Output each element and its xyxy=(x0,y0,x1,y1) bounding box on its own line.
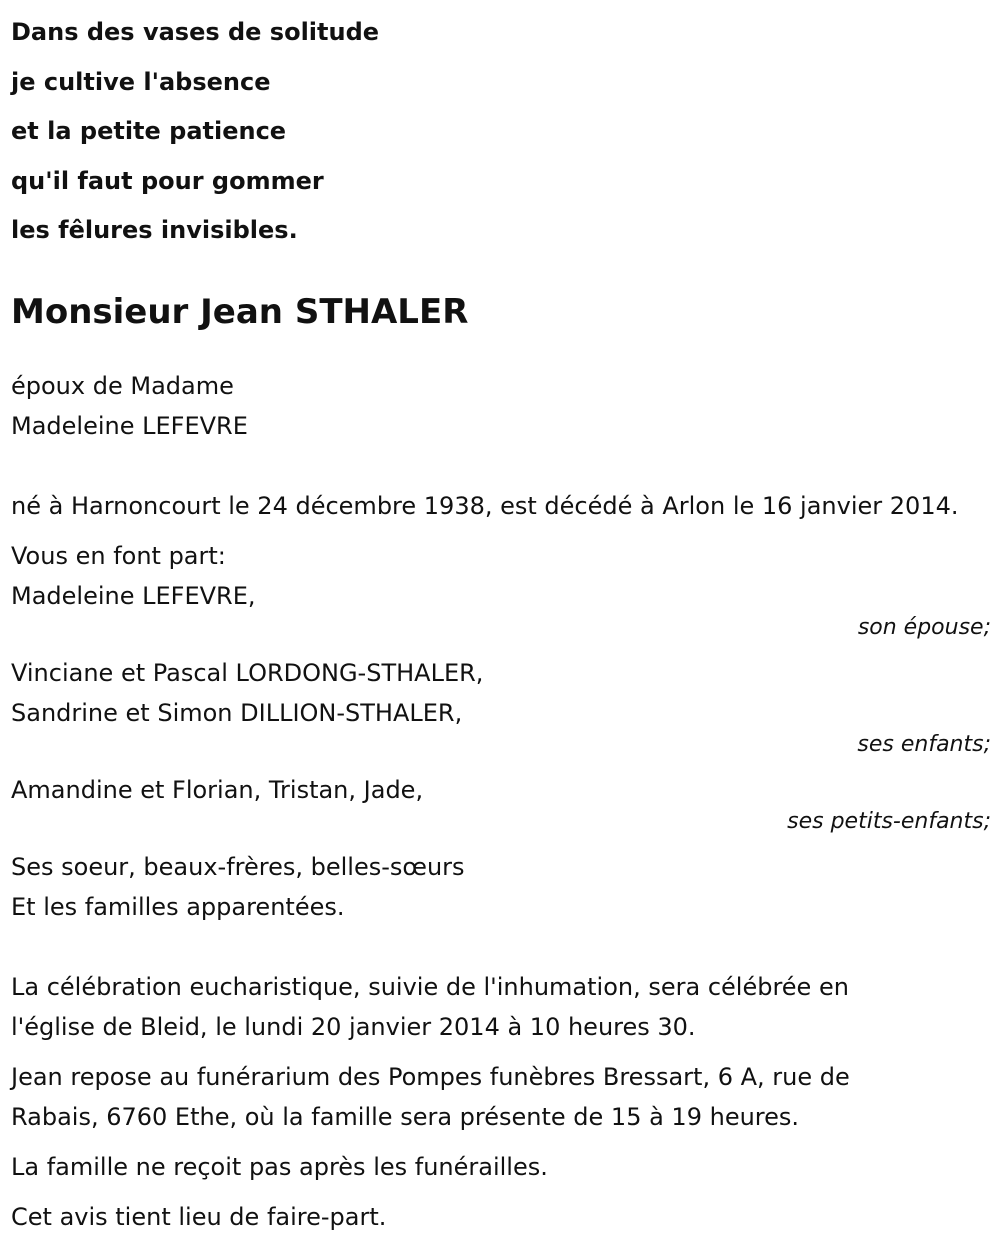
ceremony-line: l'église de Bleid, le lundi 20 janvier 2014 à 10 heures 30. xyxy=(11,1012,696,1041)
birth-death-text: né à Harnoncourt le 24 décembre 1938, est décédé à Arlon le 16 janvier 2014. xyxy=(11,491,959,520)
deceased-name: Monsieur Jean STHALER xyxy=(11,291,469,332)
other-relatives xyxy=(11,847,991,927)
birth-death-info xyxy=(11,486,991,526)
ceremony-info xyxy=(11,967,991,1047)
family-group-children xyxy=(11,653,991,757)
spouse-line: époux de Madame xyxy=(11,371,234,400)
family-group-spouse xyxy=(11,576,991,640)
mourners-intro-text: Vous en font part: xyxy=(11,541,226,570)
poem-line: Dans des vases de solitude xyxy=(11,18,380,46)
family-group-grandchildren xyxy=(11,770,991,834)
family-name: Vinciane et Pascal LORDONG-STHALER, xyxy=(11,658,484,687)
spouse-info xyxy=(11,366,991,446)
mourners-intro xyxy=(11,536,991,576)
funerarium-line: Rabais, 6760 Ethe, où la famille sera présente de 15 à 19 heures. xyxy=(11,1102,800,1131)
family-relation: son épouse; xyxy=(857,614,991,640)
spouse-name: Madeleine LEFEVRE xyxy=(11,411,248,440)
family-name: Amandine et Florian, Tristan, Jade, xyxy=(11,775,424,804)
obituary-notice xyxy=(11,0,991,1237)
other-relatives-line: Et les familles apparentées. xyxy=(11,892,345,921)
notice-note xyxy=(11,1197,991,1237)
poem-line: les fêlures invisibles. xyxy=(11,216,298,245)
poem-line: et la petite patience xyxy=(11,117,287,146)
poem-line: qu'il faut pour gommer xyxy=(11,166,324,195)
family-relation: ses petits-enfants; xyxy=(787,808,991,834)
ceremony-line: La célébration eucharistique, suivie de l'inhumation, sera célébrée en xyxy=(11,972,849,1001)
reception-note-text: La famille ne reçoit pas après les funérailles. xyxy=(11,1152,548,1181)
poem xyxy=(11,8,991,256)
reception-note xyxy=(11,1147,991,1187)
family-relation: ses enfants; xyxy=(857,731,991,757)
other-relatives-line: Ses soeur, beaux-frères, belles-sœurs xyxy=(11,852,465,881)
notice-note-text: Cet avis tient lieu de faire-part. xyxy=(11,1202,387,1231)
family-name: Sandrine et Simon DILLION-STHALER, xyxy=(11,698,463,727)
funerarium-info xyxy=(11,1057,991,1137)
family-name: Madeleine LEFEVRE, xyxy=(11,581,256,610)
poem-line: je cultive l'absence xyxy=(11,67,271,96)
funerarium-line: Jean repose au funérarium des Pompes funèbres Bressart, 6 A, rue de xyxy=(11,1062,850,1091)
